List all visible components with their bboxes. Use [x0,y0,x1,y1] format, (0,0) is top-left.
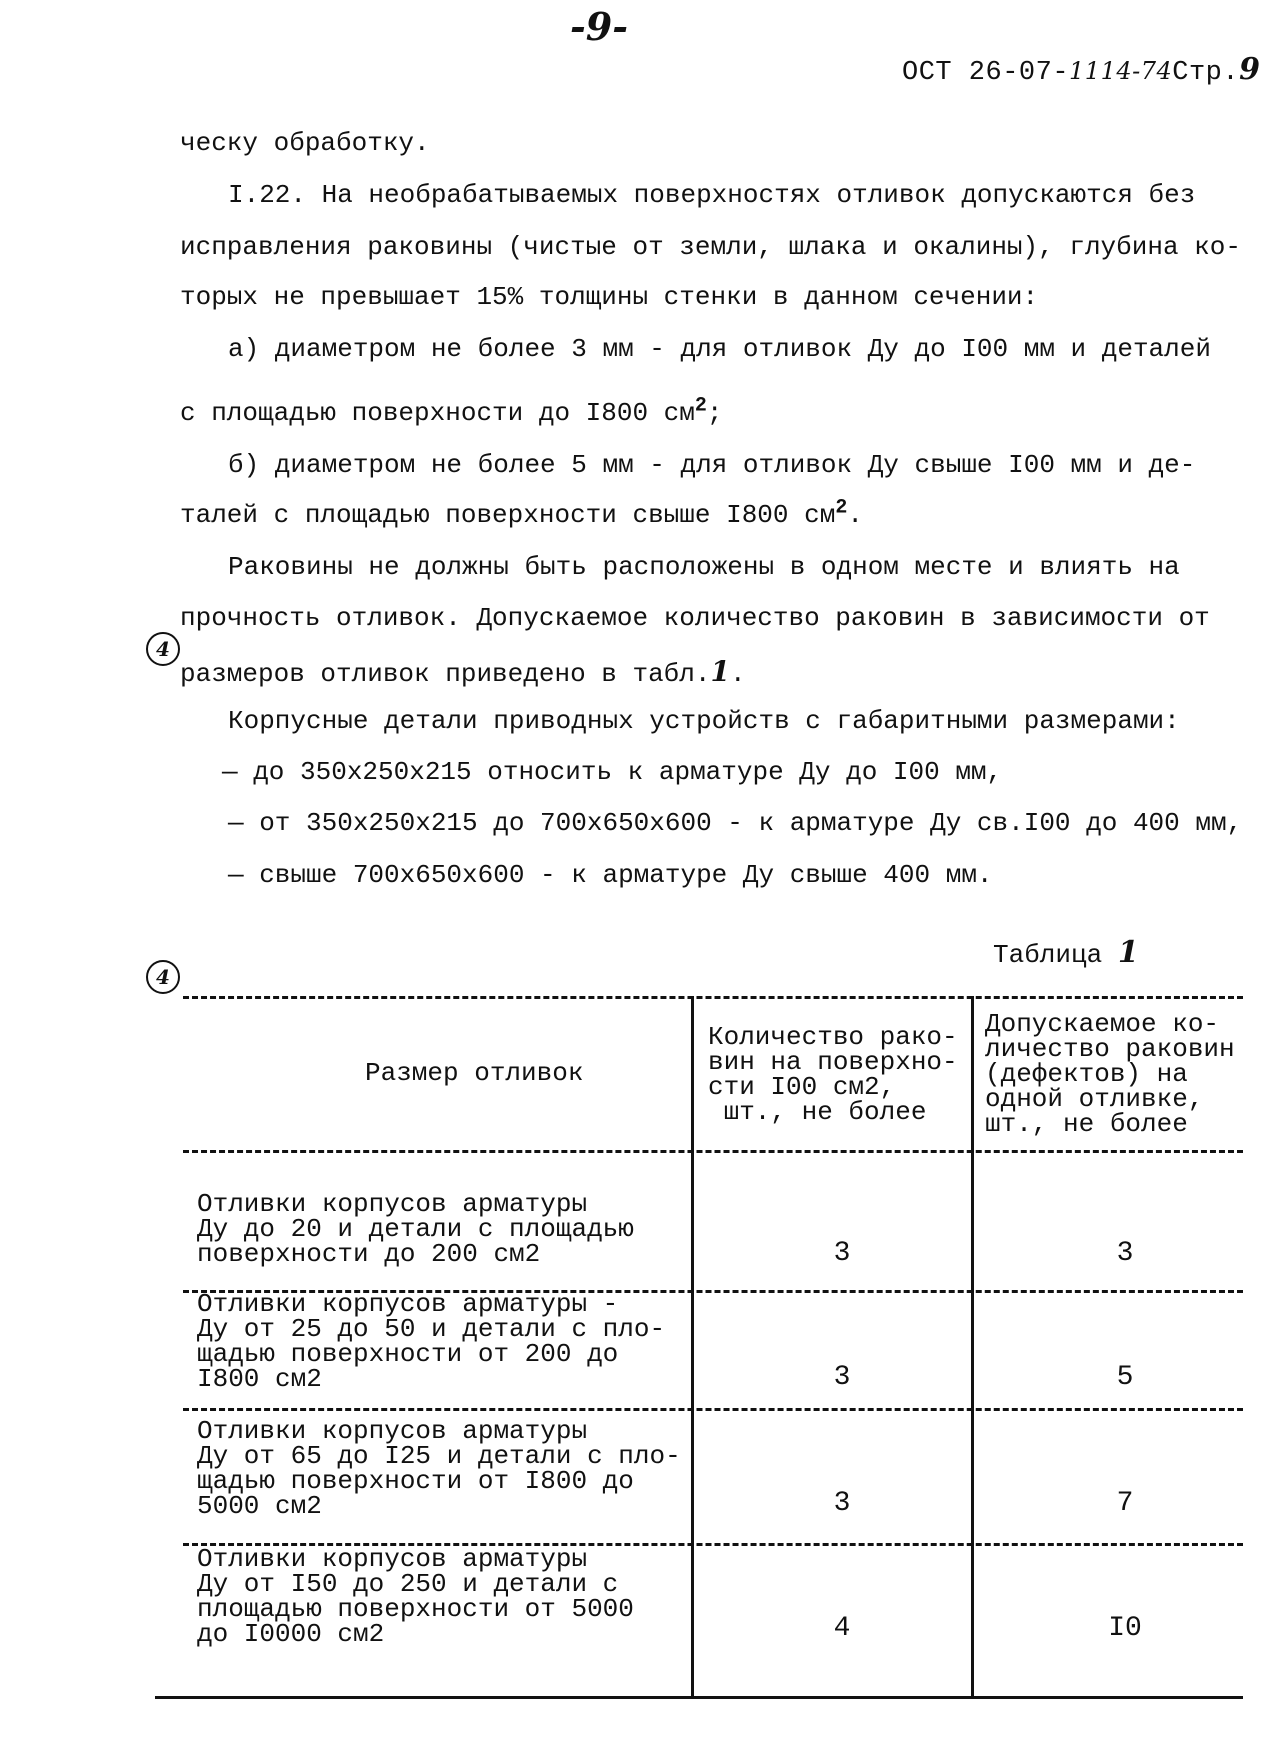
body-line-with-ref: размеров отливок приведено в табл.1. [180,655,746,689]
header-size: Размер отливок [365,1058,584,1088]
body-line: б) диаметром не более 5 мм - для отливок Ду свыше I00 мм и де- [228,450,1196,480]
table-bottom-rule [155,1696,1243,1699]
list-item: — свыше 700х650х600 - к арматуре Ду свыше 400 мм. [228,860,993,890]
body-line: I.22. На необрабатываемых поверхностях отливок допускаются без [228,180,1196,210]
doc-page-number: 9 [1239,52,1261,87]
row-size: Отливки корпусов арматуры - Ду от 25 до 50 и детали с пло- щадью поверхности от 200 до I800 см2 [197,1289,666,1394]
body-line-text: размеров отливок приведено в табл. [180,659,711,689]
table-column-divider [971,996,974,1699]
table-top-rule [183,996,1243,999]
table-caption-number: 1 [1117,935,1139,970]
row-per-casting: 5 [1116,1362,1134,1393]
body-line-with-sup: с площадью поверхности до I800 $см^2$; [180,394,723,428]
body-line-text: с площадью поверхности до I800 см [180,398,695,428]
table-caption-label: Таблица [993,940,1103,970]
doc-code-handwritten: 1114-74 [1069,57,1173,85]
row-size: Отливки корпусов арматуры Ду от 65 до I25 и детали с пло- щадью поверхности от I800 до 5000 см2 [197,1416,681,1521]
superscript: 2 [835,496,848,520]
doc-code-prefix: ОСТ 26-07- [902,58,1070,88]
document-code [902,52,1260,88]
body-line: торых не превышает 15% толщины стенки в данном сечении: [180,282,1039,312]
row-per-area: 3 [833,1238,851,1269]
body-line-text: талей с площадью поверхности свыше I800 см [180,500,836,530]
page-number: -9- [570,4,628,49]
margin-revision-mark: 4 [146,632,180,666]
superscript: 2 [694,394,707,418]
row-size: Отливки корпусов арматуры Ду до 20 и детали с площадью поверхности до 200 см2 [197,1189,634,1269]
body-line: прочность отливок. Допускаемое количество раковин в зависимости от [180,603,1210,633]
row-size: Отливки корпусов арматуры Ду от I50 до 250 и детали с площадью поверхности от 5000 до I0000 см2 [197,1544,634,1649]
row-per-area: 3 [833,1488,851,1519]
header-per-casting: Допускаемое ко- личество раковин (дефектов) на одной отливке, шт., не более [985,1009,1235,1139]
row-per-casting: 3 [1116,1238,1134,1269]
body-line: а) диаметром не более 3 мм - для отливок Ду до I00 мм и деталей [228,334,1211,364]
table-header-rule [183,1150,1243,1153]
row-per-casting: 7 [1116,1488,1134,1519]
list-item: — до 350х250х215 относить к арматуре Ду до I00 мм, [222,757,1003,787]
margin-revision-mark: 4 [146,960,180,994]
row-per-area: 4 [833,1613,851,1644]
table-row-rule [183,1408,1243,1411]
table-caption [993,935,1139,970]
table-reference-hand: 1 [710,655,730,688]
body-line-with-sup: талей с площадью поверхности свыше I800 $см^2$. [180,496,863,530]
body-line: исправления раковины (чистые от земли, шлака и окалины), глубина ко- [180,232,1241,262]
body-line: Корпусные детали приводных устройств с габаритными размерами: [228,706,1180,736]
row-per-area: 3 [833,1362,851,1393]
list-item: — от 350х250х215 до 700х650х600 - к арматуре Ду св.I00 до 400 мм, [228,808,1243,838]
header-per-area: Количество рако- вин на поверхно- сти I00 см2, шт., не более [708,1022,958,1127]
doc-code-suffix: Стр. [1172,58,1240,88]
body-line: Раковины не должны быть расположены в одном месте и влиять на [228,552,1180,582]
body-line: ческу обработку. [180,128,430,158]
row-per-casting: I0 [1108,1613,1142,1644]
table-column-divider [691,996,694,1699]
